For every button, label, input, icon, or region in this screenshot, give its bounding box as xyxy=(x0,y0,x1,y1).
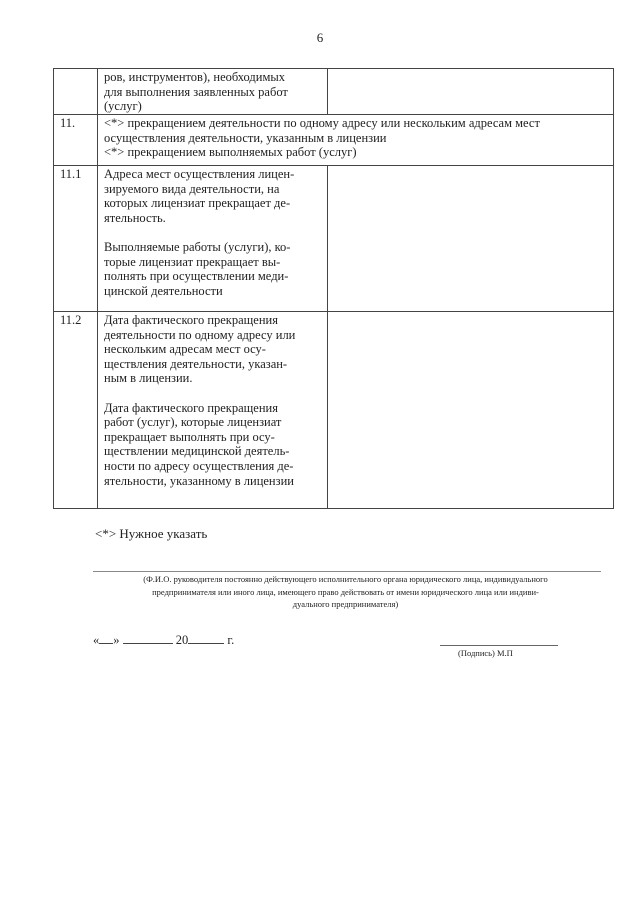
row-number: 11.2 xyxy=(54,312,98,509)
signatory-name-line[interactable] xyxy=(93,571,601,572)
row-label: Дата фактического прекращения деятельности по одному адресу или нескольким адресам мест осу- ществления деятельности, указан- ным в лицензии. Дата фактического прекращения работ (услуг), которые лицензиат прекращает выполнять при осу- ществлении медицинской деятель- ности по адресу осуществления де- ятельности, указанному в лицензии xyxy=(98,312,328,509)
row-options-text: <*> прекращением деятельности по одному адресу или нескольким адресам мест осуществления деятельности, указанным в лицензии <*> прекращением выполняемых работ (услуг) xyxy=(98,115,614,166)
year-suffix: г. xyxy=(227,633,235,647)
row-number: 11. xyxy=(54,115,98,166)
year-blank[interactable] xyxy=(188,632,224,644)
row-label: Адреса мест осуществления лицен- зируемого вида деятельности, на которых лицензиат прекращает де- ятельность. Выполняемые работы (услуги), ко- торые лицензиат прекращает вы- полнять при осуществлении меди- цинской деятельности xyxy=(98,166,328,312)
row-number: 11.1 xyxy=(54,166,98,312)
date-close-quote: » xyxy=(113,633,120,647)
year-prefix: 20 xyxy=(175,633,189,647)
table-row xyxy=(54,69,614,115)
application-form-table xyxy=(53,68,614,509)
signature-stamp-caption: (Подпись) М.П xyxy=(458,648,513,658)
date-open-quote: « xyxy=(93,633,100,647)
row-value-field[interactable] xyxy=(328,166,614,312)
row-number xyxy=(54,69,98,115)
day-blank[interactable] xyxy=(99,632,113,644)
signature-line[interactable] xyxy=(440,645,558,646)
row-label: ров, инструментов), необходимых для выполнения заявленных работ (услуг) xyxy=(98,69,328,115)
row-value-field[interactable] xyxy=(328,312,614,509)
month-blank[interactable] xyxy=(123,632,173,644)
page-number: 6 xyxy=(316,30,324,45)
table-row xyxy=(54,115,614,166)
footnote: <*> Нужное указать xyxy=(95,526,208,541)
row-value-field[interactable] xyxy=(328,69,614,115)
table-row xyxy=(54,312,614,509)
date-line xyxy=(93,632,234,648)
table-row xyxy=(54,166,614,312)
signatory-caption: (Ф.И.О. руководителя постоянно действующего исполнительного органа юридического лица, индивидуального предпринимателя или иного лица, имеющего право действовать от имени юридического лица или индиви- дуального предпринимателя) xyxy=(143,574,548,609)
